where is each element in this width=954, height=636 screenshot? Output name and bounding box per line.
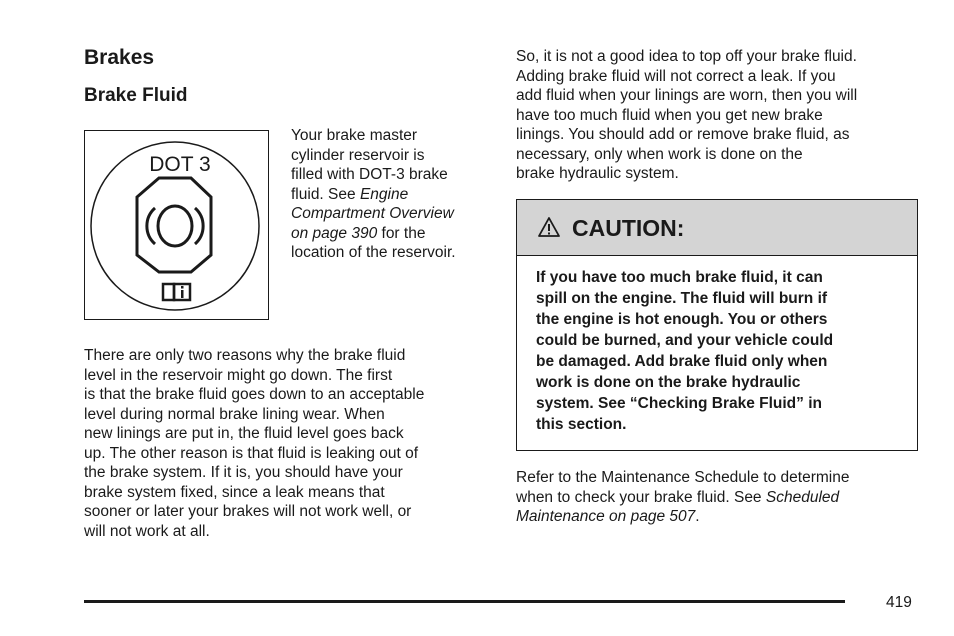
figure-caption [291,126,491,263]
caution-line: system. See “Checking Brake Fluid” in [536,395,822,412]
caption-line: Your brake master [291,127,418,144]
caption-line: cylinder reservoir is [291,146,425,164]
caution-line: work is done on the brake hydraulic [536,374,801,391]
page-number: 419 [886,594,912,611]
caution-box [516,199,918,451]
dot3-label: DOT 3 [149,153,211,176]
paragraph-line: So, it is not a good idea to top off your brake fluid. [516,48,857,65]
paragraph-line: is that the brake fluid goes down to an acceptable [84,386,425,403]
caution-title: CAUTION: [572,215,685,241]
paragraph-line: There are only two reasons why the brake fluid [84,347,406,364]
paragraph-line [516,507,916,527]
right-paragraph [516,47,926,184]
caption-reference: Compartment Overview [291,205,454,222]
caution-line: be damaged. Add brake fluid only when [536,353,828,370]
paragraph-line: will not work at all. [84,522,210,540]
paragraph-line: linings. You should add or remove brake fluid, as [516,126,850,143]
paragraph-text: when to check your brake fluid. See [516,488,766,506]
caption-line: filled with DOT-3 brake [291,166,448,183]
paragraph-line: the brake system. If it is, you should have your [84,464,403,481]
cross-reference: Maintenance on page 507 [516,508,696,525]
caution-line: could be burned, and your vehicle could [536,332,834,349]
caption-line [291,185,491,205]
caution-line: the engine is hot enough. You or others [536,311,828,328]
paragraph-line: level in the reservoir might go down. The first [84,366,393,384]
paragraph-line: brake hydraulic system. [516,165,679,182]
caution-header [517,200,917,256]
paragraph-line: level during normal brake lining wear. When [84,405,385,423]
caution-line: If you have too much brake fluid, it can [536,269,823,286]
owner-manual-info-icon [163,284,190,300]
caption-line [291,224,491,244]
caption-text: fluid. See [291,185,360,203]
caption-reference: on page 390 [291,224,378,242]
paragraph-line: Adding brake fluid will not correct a leak. If you [516,67,836,85]
left-paragraph [84,346,489,541]
paragraph-line: up. The other reason is that fluid is leaking out of [84,444,419,462]
paragraph-line: Refer to the Maintenance Schedule to determine [516,469,850,486]
paragraph-line [516,488,916,508]
reservoir-cap-illustration [85,131,270,321]
caution-text [536,267,906,435]
caption-text: for the [377,224,426,242]
paragraph-line: brake system fixed, since a leak means that [84,483,385,501]
caption-line [291,204,491,224]
footer-rule [84,600,845,603]
caption-line: location of the reservoir. [291,244,456,261]
subsection-heading: Brake Fluid [84,85,188,106]
paragraph-line: have too much fluid when you get new brake [516,106,823,124]
paragraph-text: . [695,508,700,525]
warning-triangle-icon [537,216,561,238]
caution-line: spill on the engine. The fluid will burn if [536,290,828,307]
caution-line: this section. [536,416,627,433]
closing-paragraph [516,468,916,527]
cross-reference: Scheduled [765,488,840,506]
paragraph-line: sooner or later your brakes will not work well, or [84,503,412,520]
section-heading: Brakes [84,46,155,69]
caption-reference: Engine [359,185,409,203]
paragraph-line: add fluid when your linings are worn, then you will [516,87,858,104]
paragraph-line: new linings are put in, the fluid level goes back [84,425,404,442]
dot3-reservoir-cap-figure [84,130,269,320]
paragraph-line: necessary, only when work is done on the [516,145,803,163]
